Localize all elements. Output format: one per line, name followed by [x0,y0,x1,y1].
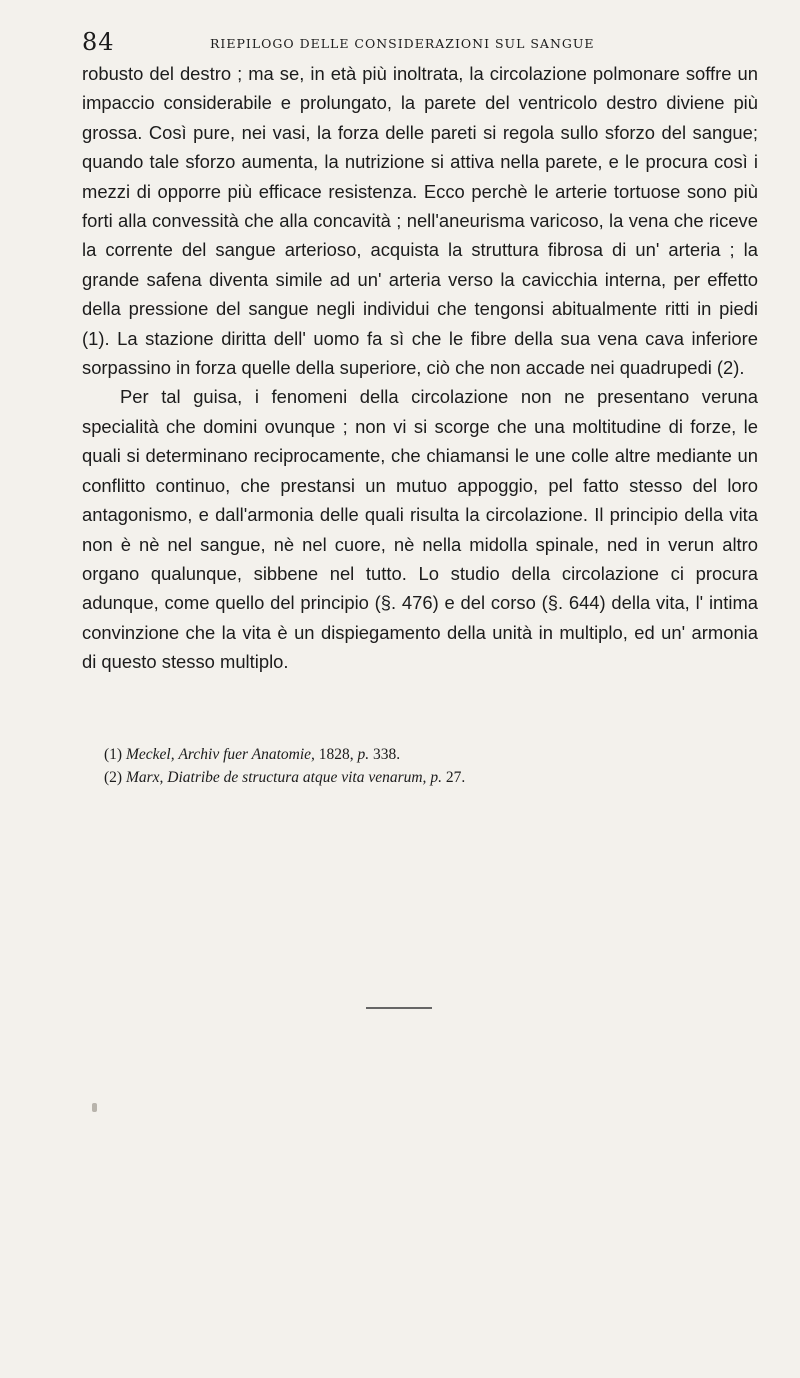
paragraph: Per tal guisa, i fenomeni della circolazione non ne presentano veruna specialità che domini ovunque ; non vi si scorge che una moltitudine di forze, le quali si determinano reciprocamente, che chiamansi le une colle altre mediante un conflitto continuo, che prestansi un mutuo appoggio, pel fatto stesso del loro antagonismo, e dall'armonia delle quali risulta la circolazione. Il principio della vita non è nè nel sangue, nè nel cuore, nè nella midolla spinale, ned in verun altro organo qualunque, sibbene nel tutto. Lo studio della circolazione ci procura adunque, come quello del principio (§. 476) e del corso (§. 644) della vita, l' intima convinzione che la vita è un dispiegamento della unità in multiplo, ed un' armonia di questo stesso multiplo. [82,386,758,673]
footnote-page: 27. [445,769,466,786]
footnotes [104,743,754,789]
footnote-details: 1828, [318,746,354,763]
paragraph: robusto del destro ; ma se, in età più inoltrata, la circolazione polmonare soffre un impaccio considerabile e prolungato, la parete del ventricolo destro diviene più grossa. Così pure, nei vasi, la forza delle pareti si regola sullo sforzo del sangue; quando tale sforzo aumenta, la nutrizione si attiva nella parete, e le procura così i mezzi di opporre più efficace resistenza. Ecco perchè le arterie tortuose sono più forti alla convessità che alla concavità ; nell'aneurisma varicoso, la vena che riceve la corrente del sangue arterioso, acquista la struttura fibrosa di un' arteria ; la grande safena diventa simile ad un' arteria verso la cavicchia interna, per effetto della pressione del sangue negli individui che tengonsi abitualmente ritti in piedi (1). La stazione diritta dell' uomo fa sì che le fibre della sua vena cava inferiore sorpassino in forza quelle della superiore, ciò che non accade nei quadrupedi (2). [82,63,758,379]
paper-speck [92,1103,97,1112]
footnote-page-label: p. [357,746,370,763]
page-number: 84 [82,28,115,56]
footnote-marker: (1) [104,746,123,763]
footnote-author: Meckel, [125,746,175,763]
footnote-author: Marx, [125,769,164,786]
decorative-rule [366,1007,432,1009]
running-head: RIEPILOGO DELLE CONSIDERAZIONI SUL SANGUE [210,36,595,51]
footnote-page-label: p. [430,769,442,786]
footnote-page: 338. [373,746,401,763]
footnote-title: Archiv fuer Anatomie, [178,746,315,763]
footnote-marker: (2) [104,769,123,786]
body-text [82,59,758,677]
footnote-title: Diatribe de structura atque vita venarum, [167,769,427,786]
footnote [104,743,754,766]
footnote [104,766,754,789]
